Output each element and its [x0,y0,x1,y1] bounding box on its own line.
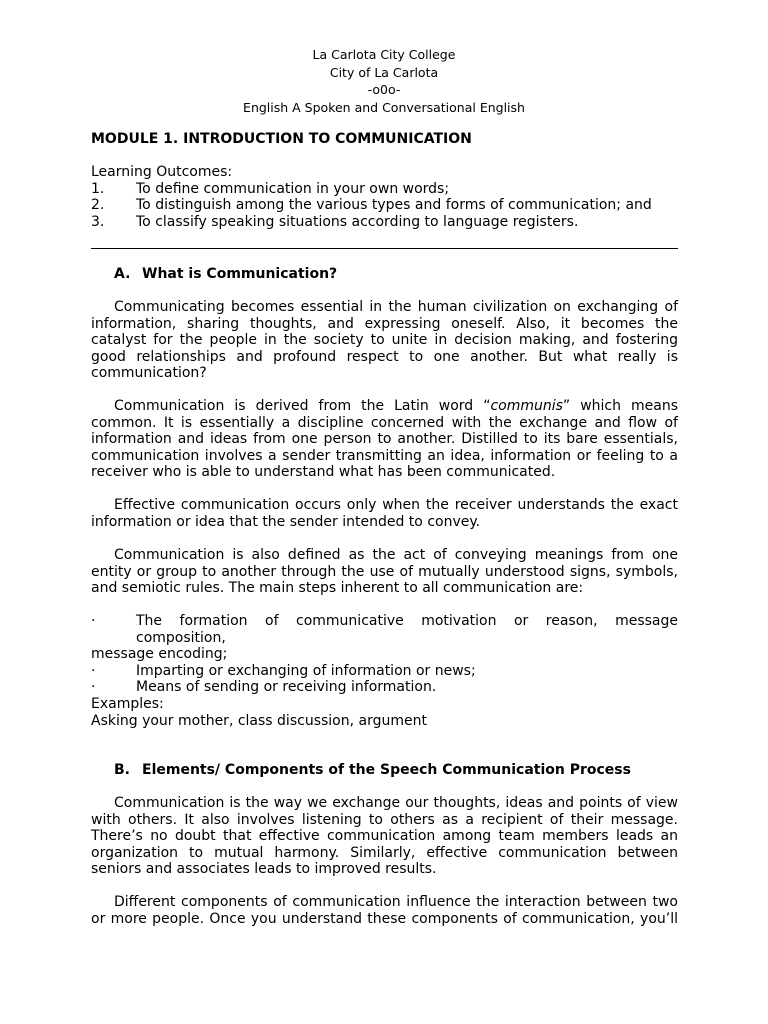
document-header [0,46,768,116]
outcome-number: 1. [91,180,105,197]
outcome-number: 3. [91,213,105,230]
section-b-paragraph-2: Different components of communication influence the interaction between two or more people. Once you understand these components of communication, you’ll [91,894,678,927]
bullet-text: Means of sending or receiving information. [136,679,437,696]
examples-text: Asking your mother, class discussion, argument [91,712,427,729]
list-item [91,613,678,646]
p2-text-after: ” which means common. It is essentially a discipline concerned with the exchange and flow of information and ideas from one person to another. Distilled to its bare essentials, communication involves a sender transmitting an idea, information or feeling to a receiver who is able to understand what has been communicated. [91,398,678,481]
outcome-number: 2. [91,197,105,214]
outcome-text: To classify speaking situations according to language registers. [136,213,579,230]
bullet-mark: · [91,662,96,679]
list-item [91,663,678,680]
learning-outcomes [91,164,678,230]
bullet-mark: · [91,613,96,629]
college-name: La Carlota City College [312,47,456,62]
section-a-paragraph-4: Communication is also defined as the act of conveying meanings from one entity or group to another through the use of mutually understood signs, symbols, and semiotic rules. The main steps inherent to all communication are: [91,547,678,597]
city-name: City of La Carlota [329,64,439,80]
section-b-paragraph-1: Communication is the way we exchange our thoughts, ideas and points of view with others. It also involves listening to others as a recipient of their message. There’s no doubt that effective communication among team members leads an organization to mutual harmony. Similarly, effective communication between seniors and associates leads to improved results. [91,795,678,878]
module-title: MODULE 1. INTRODUCTION TO COMMUNICATION [91,131,472,147]
bullet-text-continuation: message encoding; [91,646,228,663]
section-a-heading [114,266,337,283]
course-name: English A Spoken and Conversational English [243,99,525,115]
examples-block [91,696,678,729]
learning-outcomes-label: Learning Outcomes: [91,164,233,180]
p2-text-before: Communication is derived from the Latin word “ [114,398,491,414]
section-b-title: Elements/ Components of the Speech Communication Process [142,762,631,778]
outcome-text: To distinguish among the various types and forms of communication; and [136,197,652,214]
communication-steps-list [91,613,678,696]
bullet-text: The formation of communicative motivation or reason, message composition, [136,613,678,646]
section-a-letter: A. [114,266,131,282]
bullet-text: Imparting or exchanging of information or news; [136,662,476,679]
outcome-item [91,214,678,231]
examples-label: Examples: [91,696,164,712]
section-a-title: What is Communication? [142,266,338,282]
section-b-heading [114,762,631,779]
outcome-item [91,197,678,214]
outcome-text: To define communication in your own words; [136,180,450,197]
section-b-letter: B. [114,762,130,778]
section-a-paragraph-3: Effective communication occurs only when the receiver understands the exact information or idea that the sender intended to convey. [91,497,678,530]
p2-italic-term: communis [490,398,563,414]
outcome-item [91,181,678,198]
list-item [91,679,678,696]
section-a-paragraph-1: Communicating becomes essential in the human civilization on exchanging of information, sharing thoughts, and expressing oneself. Also, it becomes the catalyst for the people in the society to unite in decision making, and fostering good relationships and profound respect to one another. But what really is communication? [91,299,678,382]
header-separator: -o0o- [367,82,401,97]
horizontal-divider [91,248,678,249]
bullet-mark: · [91,679,96,696]
section-a-paragraph-2 [91,398,678,481]
